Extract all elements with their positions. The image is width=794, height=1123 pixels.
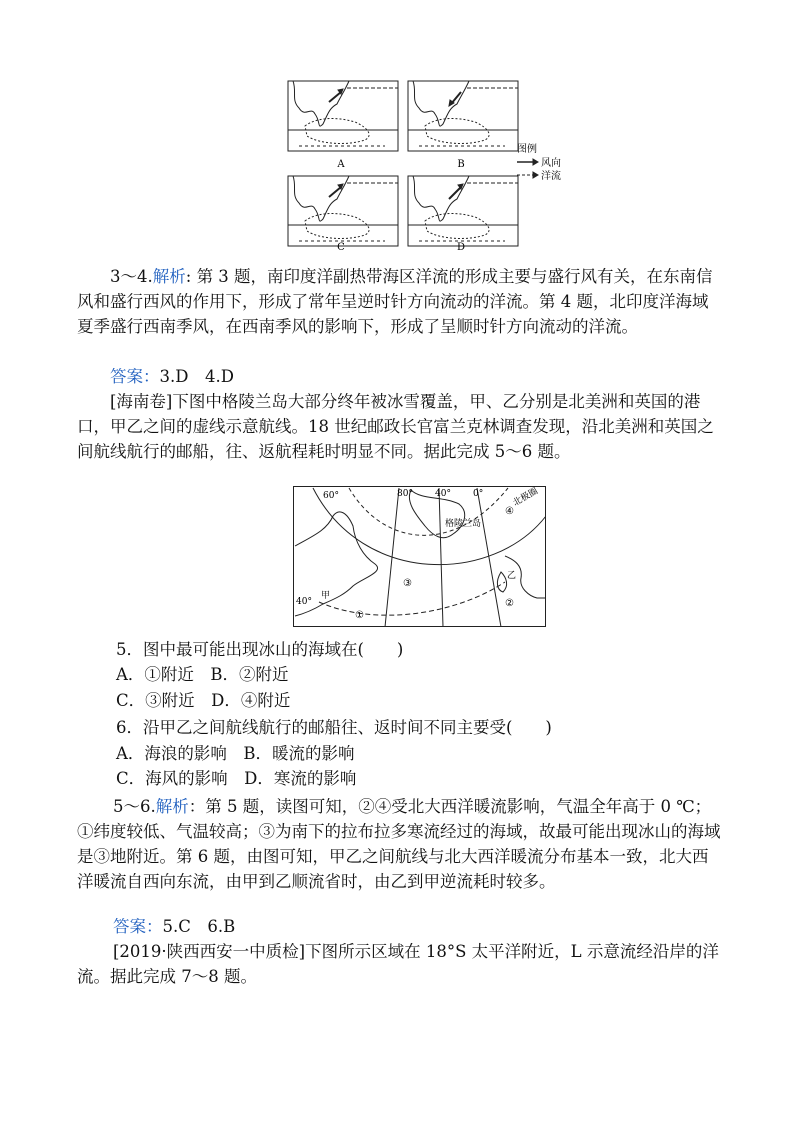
map-panel-a — [288, 81, 398, 151]
north-atlantic-map-svg — [293, 486, 546, 627]
lon-40-label: 40° — [435, 489, 451, 499]
map-panel-b — [408, 81, 518, 151]
answer-value: 5.C 6.B — [162, 917, 236, 936]
analysis-q3-4: 3～4.解析: 第 3 题，南印度洋副热带海区洋流的形成主要与盛行风有关，在东南信风和盛行西风的作用下，形成了常年呈逆时针方向流动的洋流。第 4 题，北印度洋海域夏季盛行西南季风，在西南季风的影响下，形成了呈顺时针方向流动的洋流。 — [77, 267, 713, 336]
panel-c-label: C — [337, 242, 345, 250]
answer-label: 答案： — [110, 367, 160, 386]
area-3-label: ③ — [403, 578, 412, 589]
panel-a-label: A — [337, 159, 345, 170]
analysis-number: 5～6. — [113, 797, 156, 816]
figure-indian-ocean-maps — [285, 78, 585, 250]
analysis-number: 3～4. — [110, 267, 153, 286]
intro-q7-8: [2019·陕西西安一中质检]下图所示区域在 18°S 太平洋附近，L 示意流经沿岸的洋流。据此完成 7～8 题。 — [77, 942, 719, 986]
question-6-options-ab: A．海浪的影响 B．暖流的影响 — [116, 744, 355, 763]
port-jia-label: 甲 — [321, 591, 331, 601]
map-panel-c — [288, 176, 398, 246]
analysis-label: 解析 — [152, 267, 186, 286]
answer-label: 答案： — [113, 917, 163, 936]
panel-b-label: B — [457, 159, 465, 170]
analysis-label: 解析 — [155, 797, 189, 816]
analysis-text: 第 3 题，南印度洋副热带海区洋流的形成主要与盛行风有关，在东南信风和盛行西风的作用下，形成了常年呈逆时针方向流动的洋流。第 4 题，北印度洋海域夏季盛行西南季风，在西南季风的影响下，形成了呈顺时针方向流动的洋流。 — [77, 267, 713, 336]
lat-60-label: 60° — [323, 491, 339, 501]
arctic-circle-label: 北极圈 — [511, 486, 540, 509]
answer-value: 3.D 4.D — [159, 367, 234, 386]
port-yi-label: 乙 — [507, 571, 517, 581]
analysis-q5-6 — [77, 794, 722, 894]
answer-q3-4 — [77, 364, 722, 389]
lon-0-label: 0° — [473, 489, 484, 499]
legend-current-label: 洋流 — [541, 171, 561, 182]
question-5-options-ab: A．①附近 B．②附近 — [116, 665, 289, 684]
question-6-options-cd: C．海风的影响 D．寒流的影响 — [116, 769, 357, 788]
question-5-stem: 5．图中最可能出现冰山的海域在( ) — [116, 640, 404, 659]
legend-wind-label: 风向 — [541, 158, 561, 169]
area-2-label: ② — [505, 598, 514, 609]
figure-north-atlantic-map — [293, 486, 546, 627]
area-4-label: ④ — [505, 506, 514, 517]
question-5-options-cd: C．③附近 D．④附近 — [116, 691, 291, 710]
question-6-stem: 6．沿甲乙之间航线航行的邮船往、返时间不同主要受( ) — [116, 718, 552, 737]
lon-80-label: 80° — [397, 489, 413, 499]
british-isles — [497, 572, 506, 592]
indian-ocean-maps-svg — [285, 78, 585, 250]
answer-q5-6 — [77, 914, 722, 939]
shipping-route — [319, 582, 505, 615]
lat-40-label: 40° — [296, 597, 312, 607]
area-1-label: ① — [355, 610, 364, 621]
greenland-label: 格陵兰岛 — [445, 519, 482, 529]
panel-d-label: D — [456, 242, 466, 250]
intro-q5-6: [海南卷]下图中格陵兰岛大部分终年被冰雪覆盖，甲、乙分别是北美洲和英国的港口，甲乙之间的虚线示意航线。18 世纪邮政长官富兰克林调查发现，沿北美洲和英国之间航线航行的邮船，往、返航程耗时明显不同。据此完成 5～6 题。 — [77, 392, 714, 461]
map-panel-d — [408, 176, 518, 246]
legend-title: 图例 — [517, 144, 537, 155]
analysis-text: ：第 5 题，读图可知，②④受北大西洋暖流影响，气温全年高于 0 ℃；①纬度较低、气温较高；③为南下的拉布拉多寒流经过的海域，故最可能出现冰山的海域是③地附近。第 6 题，由图可知，甲乙之间航线与北大西洋暖流分布基本一致，北大西洋暖流自西向东流，由甲到乙顺流省时，由乙到甲逆流耗时较多。 — [77, 797, 721, 891]
